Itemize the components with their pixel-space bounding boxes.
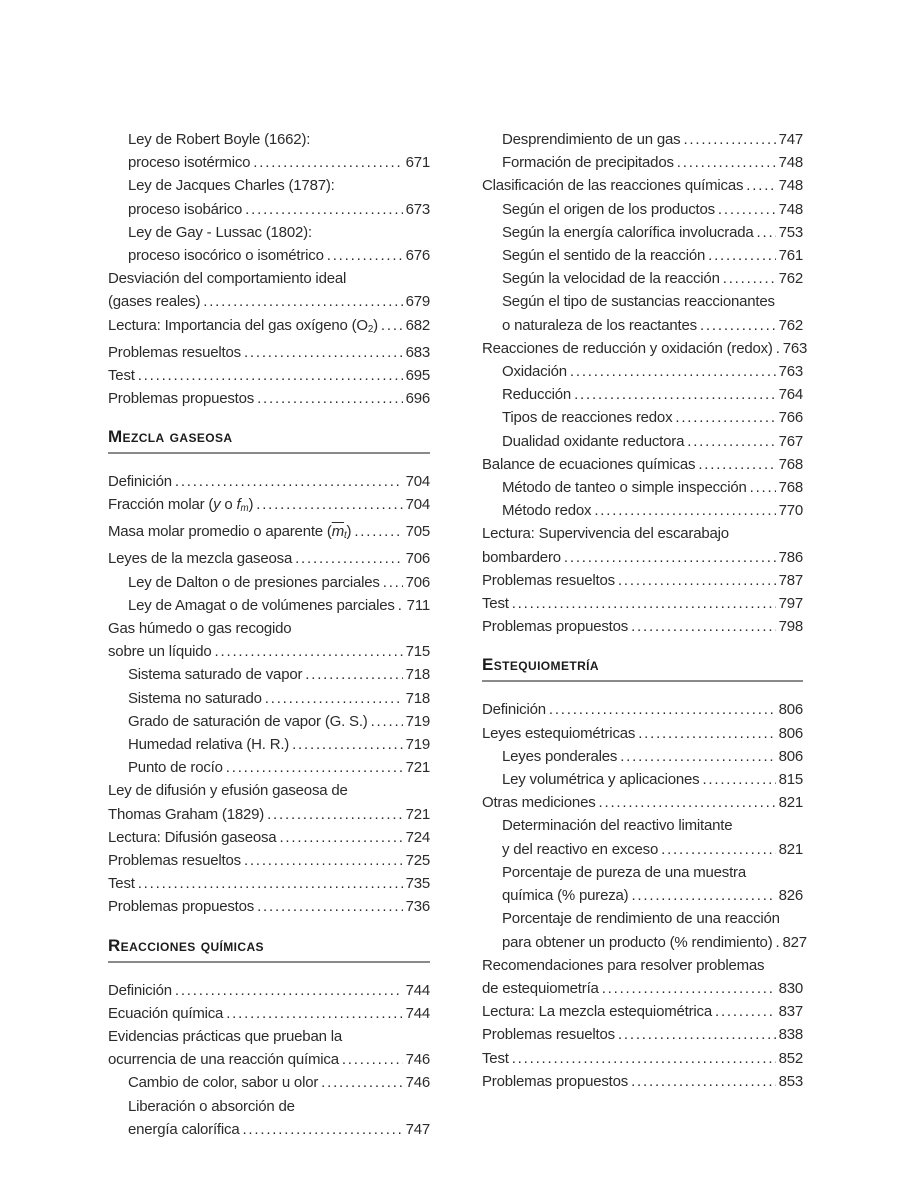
toc-entry-label: Método redox (502, 502, 592, 520)
dot-leader (620, 745, 775, 768)
toc-entry-line (108, 520, 430, 547)
toc-entry-label: Problemas resueltos (482, 571, 615, 589)
dot-leader (226, 756, 403, 779)
toc-entry-line (482, 290, 803, 313)
page-number: 744 (405, 1004, 430, 1022)
page-number: 682 (405, 316, 430, 334)
toc-entry-label: Porcentaje de pureza de una muestra (502, 863, 746, 881)
toc-entry-label: proceso isocórico o isométrico (128, 247, 324, 265)
toc-entry-line (482, 838, 803, 861)
toc-entry-line (482, 360, 803, 383)
page-number: 762 (778, 316, 803, 334)
dot-leader (594, 499, 775, 522)
page-number: 798 (778, 618, 803, 636)
dot-leader (702, 768, 775, 791)
page-number: 762 (778, 270, 803, 288)
toc-entry-line (482, 314, 803, 337)
page-number: 725 (405, 851, 430, 869)
page-number: 797 (778, 595, 803, 613)
toc-entry-line (482, 615, 803, 638)
toc-entry-line (108, 364, 430, 387)
toc-entry-line (482, 954, 803, 977)
toc-entry-line (482, 1070, 803, 1093)
toc-entry-label: Problemas resueltos (108, 343, 241, 361)
toc-entry-label: Desprendimiento de un gas (502, 131, 681, 148)
toc-entry-label: Problemas propuestos (108, 898, 255, 916)
page-number: 826 (778, 887, 803, 905)
page-number: 721 (405, 759, 430, 777)
page-number: 704 (405, 473, 430, 491)
toc-entry-label: o naturaleza de los reactantes (502, 316, 697, 334)
dot-leader (267, 803, 402, 826)
toc-entry-label: Según el sentido de la reacción (502, 247, 706, 265)
toc-entry-label: Ley de difusión y efusión gaseosa de (108, 782, 348, 800)
toc-entry-line (482, 476, 803, 499)
dot-leader (256, 493, 402, 516)
toc-entry-label: Test (482, 595, 509, 613)
toc-entry-line (108, 617, 430, 640)
dot-leader (564, 546, 776, 569)
page-number: 747 (778, 131, 803, 148)
toc-entry-label: Sistema no saturado (128, 689, 262, 707)
dot-leader (512, 1047, 776, 1070)
page-number: 753 (778, 223, 803, 241)
page-number: 748 (778, 177, 803, 195)
page-number: 718 (405, 666, 430, 684)
toc-entry-line (482, 337, 808, 360)
toc-entry-line (108, 174, 430, 197)
toc-entry-label: Reacciones de reducción y oxidación (redox) (482, 339, 773, 357)
page-number: 718 (405, 689, 430, 707)
dot-leader (321, 1071, 402, 1094)
page-number: 830 (778, 979, 803, 997)
toc-entry-label: Leyes estequiométricas (482, 724, 636, 742)
toc-entry-label: Lectura: Difusión gaseosa (108, 828, 277, 846)
dot-leader (342, 1048, 403, 1071)
toc-entry-line (108, 470, 430, 493)
toc-entry-label: Leyes ponderales (502, 747, 618, 765)
page-number: 748 (778, 200, 803, 218)
toc-entry-line (482, 907, 803, 930)
toc-entry-line (108, 1048, 430, 1071)
page-number: 837 (778, 1003, 803, 1021)
page-number: 853 (778, 1072, 803, 1090)
toc-entry-label: Ecuación química (108, 1004, 224, 1022)
dot-leader (549, 698, 776, 721)
toc-entry-label: Lectura: La mezcla estequiométrica (482, 1003, 712, 1021)
toc-entry-line (108, 151, 430, 174)
toc-entry-label: Determinación del reactivo limitante (502, 817, 733, 835)
page-number: 767 (778, 432, 803, 450)
dot-leader (138, 364, 403, 387)
toc-entry-line (482, 977, 803, 1000)
toc-entry-label: Problemas resueltos (108, 851, 241, 869)
dot-leader (242, 1118, 402, 1141)
page-number: 683 (405, 343, 430, 361)
page-number: 711 (406, 596, 430, 614)
page-number: 806 (778, 724, 803, 742)
toc-entry-label: Punto de rocío (128, 759, 223, 777)
toc-entry-line (482, 569, 803, 592)
toc-entry-line (108, 872, 430, 895)
dot-leader (175, 979, 403, 1002)
toc-entry-label: Definición (482, 701, 546, 719)
page-number: 768 (778, 455, 803, 473)
page-number: 821 (778, 794, 803, 812)
toc-entry-line (108, 640, 430, 663)
dot-leader (661, 838, 775, 861)
page-number: 821 (778, 840, 803, 858)
page-number: 736 (405, 898, 430, 916)
page-number: 671 (405, 154, 430, 172)
toc-entry-label: Ley de Dalton o de presiones parciales (128, 573, 380, 591)
toc-entry-label: Problemas propuestos (482, 618, 629, 636)
toc-entry-line (482, 430, 803, 453)
toc-entry-line (108, 1071, 430, 1094)
toc-column-left (108, 128, 430, 1141)
dot-leader (175, 470, 403, 493)
page-number: 763 (778, 363, 803, 381)
toc-entry-line (108, 1095, 430, 1118)
toc-entry-label: Formación de precipitados (502, 154, 674, 172)
toc-entry-label: Porcentaje de rendimiento de una reacción (502, 910, 780, 928)
page-number: 852 (778, 1049, 803, 1067)
toc-entry-label: Lectura: Supervivencia del escarabajo (482, 525, 729, 543)
toc-entry-line (108, 733, 430, 756)
toc-entry-line (482, 722, 803, 745)
toc-entry-label: Test (108, 366, 135, 384)
toc-entry-label: Oxidación (502, 363, 567, 381)
page-number: 827 (782, 933, 807, 951)
toc-entry-line (108, 267, 430, 290)
page-number: 770 (778, 502, 803, 520)
toc-entry-label: Desviación del comportamiento ideal (108, 270, 347, 288)
page-number: 705 (405, 523, 430, 541)
page-number: 673 (405, 200, 430, 218)
dot-leader (292, 733, 402, 756)
toc-entry-line (108, 1025, 430, 1048)
page-number: 721 (405, 805, 430, 823)
toc-entry-label: Ley de Amagat o de volúmenes parciales (128, 596, 395, 614)
toc-entry-line (108, 594, 430, 617)
toc-entry-line (482, 698, 803, 721)
toc-entry-label: Thomas Graham (1829) (108, 805, 265, 823)
toc-entry-label: Test (108, 875, 135, 893)
toc-entry-label: Según el origen de los productos (502, 200, 715, 218)
toc-entry-line (482, 931, 807, 954)
dot-leader (677, 151, 776, 174)
section-header: Reacciones químicas (108, 935, 430, 963)
dot-leader (244, 849, 403, 872)
toc-entry-label: Liberación o absorción de (128, 1097, 295, 1115)
dot-leader (138, 872, 403, 895)
dot-leader (253, 151, 402, 174)
page-number: 748 (778, 154, 803, 172)
section-header: Estequiometría (482, 654, 803, 682)
dot-leader (383, 571, 403, 594)
toc-entry-line (108, 1118, 430, 1141)
toc-entry-label: Otras mediciones (482, 794, 596, 812)
dot-leader (512, 592, 776, 615)
toc-entry-line (482, 174, 803, 197)
toc-entry-line (108, 663, 430, 686)
toc-entry-label: Según el tipo de sustancias reaccionantes (502, 293, 775, 311)
toc-entry-label: Evidencias prácticas que prueban la (108, 1027, 342, 1045)
toc-entry-line (108, 290, 430, 313)
toc-entry-label: bombardero (482, 548, 561, 566)
page-number: 768 (778, 479, 803, 497)
page-number: 787 (778, 571, 803, 589)
toc-entry-label: Lectura: Importancia del gas oxígeno (O2) (108, 316, 378, 335)
dot-leader (698, 453, 775, 476)
dot-leader (279, 826, 402, 849)
toc-entry-label: Humedad relativa (H. R.) (128, 735, 290, 753)
page-number: 719 (405, 735, 430, 753)
toc-entry-line (482, 1047, 803, 1070)
toc-entry-line (482, 383, 803, 406)
dot-leader (618, 1023, 776, 1046)
toc-entry-line (482, 244, 803, 267)
toc-entry-line (482, 221, 803, 244)
toc-entry-label: Problemas propuestos (108, 389, 255, 407)
toc-entry-label: Definición (108, 473, 172, 491)
toc-entry-line (482, 791, 803, 814)
dot-leader (618, 569, 776, 592)
dot-leader (638, 722, 775, 745)
toc-entry-label: Recomendaciones para resolver problemas (482, 956, 765, 974)
toc-entry-label: proceso isotérmico (128, 154, 251, 172)
toc-entry-line (482, 592, 803, 615)
page-number: 696 (405, 389, 430, 407)
toc-entry-line (108, 128, 430, 151)
dot-leader (265, 687, 403, 710)
toc-entry-line (482, 861, 803, 884)
dot-leader (244, 341, 403, 364)
page-number: 766 (778, 409, 803, 427)
dot-leader (203, 290, 402, 313)
dot-leader (257, 387, 402, 410)
dot-leader (631, 615, 775, 638)
dot-leader (776, 337, 780, 360)
toc-entry-line (482, 1023, 803, 1046)
toc-entry-label: (gases reales) (108, 293, 201, 311)
dot-leader (675, 406, 775, 429)
toc-entry-line (108, 244, 430, 267)
toc-entry-label: Test (482, 1049, 509, 1067)
page-number: 806 (778, 747, 803, 765)
dot-leader (257, 895, 402, 918)
toc-entry-line (108, 198, 430, 221)
toc-entry-label: Ley de Jacques Charles (1787): (128, 177, 335, 195)
dot-leader (723, 267, 776, 290)
toc-entry-line (482, 453, 803, 476)
section-header: Mezcla gaseosa (108, 426, 430, 454)
toc-entry-line (108, 849, 430, 872)
toc-entry-label: y del reactivo en exceso (502, 840, 659, 858)
page-number: 786 (778, 548, 803, 566)
toc-entry-line (482, 198, 803, 221)
page-number: 735 (405, 875, 430, 893)
page-number: 815 (778, 771, 803, 789)
toc-entry-line (482, 546, 803, 569)
page-number: 719 (405, 712, 430, 730)
toc-entry-label: Gas húmedo o gas recogido (108, 619, 292, 637)
toc-entry-label: Ley de Robert Boyle (1662): (128, 131, 311, 148)
dot-leader (631, 884, 775, 907)
toc-entry-line (108, 314, 430, 341)
toc-entry-label: Leyes de la mezcla gaseosa (108, 550, 293, 568)
toc-entry-label: Problemas resueltos (482, 1026, 615, 1044)
dot-leader (245, 198, 402, 221)
dot-leader (631, 1070, 775, 1093)
dot-leader (757, 221, 776, 244)
page-number: 746 (405, 1051, 430, 1069)
toc-entry-label: Ley de Gay - Lussac (1802): (128, 223, 312, 241)
toc-entry-line (108, 1002, 430, 1025)
dot-leader (718, 198, 776, 221)
toc-entry-label: Según la velocidad de la reacción (502, 270, 720, 288)
dot-leader (700, 314, 776, 337)
dot-leader (708, 244, 775, 267)
dot-leader (746, 174, 775, 197)
toc-entry-label: ocurrencia de una reacción química (108, 1051, 339, 1069)
dot-leader (687, 430, 775, 453)
toc-entry-line (108, 756, 430, 779)
page-number: 763 (782, 339, 808, 357)
toc-entry-label: de estequiometría (482, 979, 599, 997)
toc-entry-line (108, 571, 430, 594)
page-number: 838 (778, 1026, 803, 1044)
toc-entry-line (482, 1000, 803, 1023)
page-number: 724 (405, 828, 430, 846)
dot-leader (295, 547, 402, 570)
page-number: 764 (778, 386, 803, 404)
dot-leader (371, 710, 403, 733)
page-number: 761 (778, 247, 803, 265)
dot-leader (381, 314, 403, 337)
toc-entry-label: química (% pureza) (502, 887, 629, 905)
dot-leader (398, 594, 404, 617)
toc-entry-line (108, 687, 430, 710)
toc-entry-label: sobre un líquido (108, 643, 212, 661)
toc-entry-line (108, 387, 430, 410)
toc-entry-label: Según la energía calorífica involucrada (502, 223, 754, 241)
toc-entry-label: Ley volumétrica y aplicaciones (502, 771, 700, 789)
toc-entry-label: Cambio de color, sabor u olor (128, 1074, 319, 1092)
toc-entry-label: Problemas propuestos (482, 1072, 629, 1090)
toc-entry-label: Método de tanteo o simple inspección (502, 479, 747, 497)
toc-column-right (482, 128, 808, 1093)
page-number: 806 (778, 701, 803, 719)
toc-entry-line (482, 128, 803, 151)
toc-entry-line (482, 406, 803, 429)
page-number: 695 (405, 366, 430, 384)
toc-entry-line (482, 884, 803, 907)
toc-entry-line (108, 826, 430, 849)
page-number: 704 (405, 496, 430, 514)
toc-entry-line (108, 779, 430, 802)
toc-entry-label: Grado de saturación de vapor (G. S.) (128, 712, 368, 730)
toc-entry-label: Balance de ecuaciones químicas (482, 455, 696, 473)
dot-leader (305, 663, 402, 686)
dot-leader (354, 520, 402, 543)
toc-entry-line (108, 341, 430, 364)
toc-entry-label: para obtener un producto (% rendimiento) (502, 933, 773, 951)
page-number: 715 (405, 643, 430, 661)
toc-entry-label: proceso isobárico (128, 200, 243, 218)
toc-entry-line (108, 979, 430, 1002)
toc-entry-line (108, 710, 430, 733)
toc-entry-line (108, 547, 430, 570)
dot-leader (570, 360, 776, 383)
toc-entry-line (108, 895, 430, 918)
toc-entry-label: Reducción (502, 386, 572, 404)
toc-entry-line (482, 745, 803, 768)
dot-leader (599, 791, 776, 814)
toc-entry-label: Fracción molar (y o fm) (108, 496, 254, 515)
page-number: 744 (405, 981, 430, 999)
toc-entry-label: Dualidad oxidante reductora (502, 432, 685, 450)
toc-entry-label: Definición (108, 981, 172, 999)
dot-leader (776, 931, 780, 954)
page-number: 679 (405, 293, 430, 311)
toc-entry-line (482, 151, 803, 174)
toc-entry-line (108, 803, 430, 826)
toc-entry-line (482, 499, 803, 522)
toc-entry-line (482, 522, 803, 545)
toc-entry-line (482, 267, 803, 290)
toc-entry-label: Tipos de reacciones redox (502, 409, 673, 427)
page-number: 676 (405, 247, 430, 265)
dot-leader (327, 244, 403, 267)
dot-leader (215, 640, 403, 663)
toc-entry-label: Masa molar promedio o aparente $(\overline{m}t)$ (108, 523, 352, 542)
dot-leader (226, 1002, 402, 1025)
page-number: 706 (405, 573, 430, 591)
toc-entry-line (482, 768, 803, 791)
dot-leader (750, 476, 776, 499)
dot-leader (602, 977, 776, 1000)
toc-entry-line (108, 221, 430, 244)
toc-entry-label: Sistema saturado de vapor (128, 666, 303, 684)
dot-leader (715, 1000, 776, 1023)
toc-entry-label: energía calorífica (128, 1120, 240, 1138)
page-number: 706 (405, 550, 430, 568)
toc-entry-label: Clasificación de las reacciones químicas (482, 177, 744, 195)
toc-entry-line (108, 493, 430, 520)
page-number: 746 (405, 1074, 430, 1092)
dot-leader (574, 383, 775, 406)
dot-leader (683, 128, 775, 151)
toc-entry-line (482, 814, 803, 837)
page-number: 747 (405, 1120, 430, 1138)
